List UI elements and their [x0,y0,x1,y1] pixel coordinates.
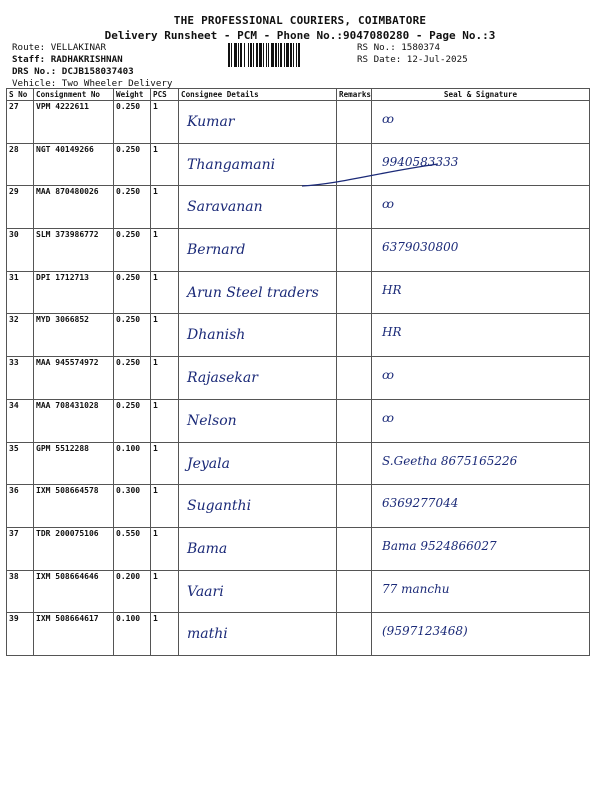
runsheet-subtitle: Delivery Runsheet - PCM - Phone No.:9047080280 - Page No.:3 [104,29,496,42]
table-row [7,186,590,229]
consignee-cell [179,186,337,229]
handwritten-signature: Bama 9524866027 [382,538,497,553]
signature-cell [372,357,590,400]
handwritten-consignee: Rajasekar [187,370,258,387]
handwritten-signature: ꝏ [382,368,394,383]
remarks-cell [337,570,372,613]
handwritten-signature: S.Geetha 8675165226 [382,453,518,468]
table-row [7,442,590,485]
remarks-cell [337,527,372,570]
handwritten-signature: ꝏ [382,197,394,212]
remarks-cell [337,442,372,485]
signature-cell [372,186,590,229]
remarks-cell [337,101,372,144]
remarks-cell [337,357,372,400]
vehicle-label: Vehicle: Two Wheeler Delivery [12,78,173,89]
sno-cell: 39 [7,613,34,656]
col-sno: S No [7,89,34,101]
pcs-cell: 1 [151,357,179,400]
weight-cell: 0.250 [114,186,151,229]
company-title: THE PROFESSIONAL COURIERS, COIMBATORE [173,14,427,27]
route-label: Route: VELLAKINAR [12,42,107,53]
handwritten-signature: HR [382,282,402,297]
pcs-cell: 1 [151,399,179,442]
consignment-cell: TDR 200075106 [34,527,114,570]
consignment-cell: VPM 4222611 [34,101,114,144]
table-row [7,613,590,656]
signature-cell [372,271,590,314]
col-pcs: PCS [151,89,179,101]
staff-label: Staff: RADHAKRISHNAN [12,54,123,65]
handwritten-signature: 9940583333 [382,154,459,169]
consignee-cell [179,271,337,314]
handwritten-signature: 6369277044 [382,496,459,511]
rs-date: RS Date: 12-Jul-2025 [357,54,468,65]
signature-cell [372,613,590,656]
pcs-cell: 1 [151,485,179,528]
pcs-cell: 1 [151,527,179,570]
handwritten-signature: HR [382,325,402,340]
remarks-cell [337,186,372,229]
consignee-cell [179,101,337,144]
consignment-cell: MAA 870480026 [34,186,114,229]
pcs-cell: 1 [151,143,179,186]
consignee-cell [179,442,337,485]
pcs-cell: 1 [151,442,179,485]
col-weight: Weight [114,89,151,101]
weight-cell: 0.300 [114,485,151,528]
weight-cell: 0.100 [114,613,151,656]
pcs-cell: 1 [151,229,179,272]
weight-cell: 0.550 [114,527,151,570]
table-row [7,229,590,272]
barcode [228,43,353,67]
sno-cell: 37 [7,527,34,570]
pcs-cell: 1 [151,101,179,144]
consignee-cell [179,357,337,400]
weight-cell: 0.200 [114,570,151,613]
runsheet-header [0,14,600,42]
signature-cell [372,570,590,613]
sno-cell: 33 [7,357,34,400]
handwritten-consignee: Nelson [187,412,237,429]
sno-cell: 28 [7,143,34,186]
table-row [7,143,590,186]
weight-cell: 0.250 [114,357,151,400]
table-row [7,399,590,442]
pcs-cell: 1 [151,613,179,656]
sno-cell: 27 [7,101,34,144]
consignment-cell: DPI 1712713 [34,271,114,314]
signature-cell [372,399,590,442]
sno-cell: 36 [7,485,34,528]
consignee-cell [179,229,337,272]
consignee-cell [179,613,337,656]
table-row [7,101,590,144]
handwritten-consignee: Saravanan [187,199,263,216]
sno-cell: 35 [7,442,34,485]
table-row [7,527,590,570]
handwritten-consignee: Vaari [187,583,224,600]
remarks-cell [337,314,372,357]
handwritten-consignee: mathi [187,626,228,643]
consignment-cell: SLM 373986772 [34,229,114,272]
rs-number: RS No.: 1580374 [357,42,440,53]
handwritten-consignee: Suganthi [187,498,252,515]
table-header-row [7,89,590,101]
remarks-cell [337,399,372,442]
sno-cell: 34 [7,399,34,442]
sno-cell: 30 [7,229,34,272]
weight-cell: 0.250 [114,271,151,314]
col-remarks: Remarks [337,89,372,101]
table-row [7,271,590,314]
handwritten-consignee: Thangamani [187,156,276,173]
weight-cell: 0.100 [114,442,151,485]
consignment-cell: NGT 40149266 [34,143,114,186]
consignment-cell: IXM 508664646 [34,570,114,613]
consignee-cell [179,527,337,570]
signature-cell [372,314,590,357]
sno-cell: 31 [7,271,34,314]
handwritten-signature: 6379030800 [382,240,459,255]
pcs-cell: 1 [151,186,179,229]
consignment-cell: IXM 508664578 [34,485,114,528]
consignment-cell: MAA 708431028 [34,399,114,442]
handwritten-consignee: Bernard [187,242,246,259]
handwritten-consignee: Bama [187,540,228,557]
consignment-cell: GPM 5512288 [34,442,114,485]
consignee-cell [179,570,337,613]
handwritten-consignee: Jeyala [187,455,230,472]
remarks-cell [337,229,372,272]
table-row [7,314,590,357]
weight-cell: 0.250 [114,399,151,442]
pcs-cell: 1 [151,271,179,314]
consignment-cell: IXM 508664617 [34,613,114,656]
signature-cell [372,485,590,528]
sno-cell: 29 [7,186,34,229]
handwritten-consignee: Kumar [187,114,235,130]
remarks-cell [337,485,372,528]
weight-cell: 0.250 [114,143,151,186]
consignee-cell [179,485,337,528]
remarks-cell [337,271,372,314]
sno-cell: 38 [7,570,34,613]
signature-cell [372,101,590,144]
handwritten-signature: ꝏ [382,112,394,126]
runsheet-meta-left [12,42,172,90]
handwritten-signature: ꝏ [382,410,394,425]
sno-cell: 32 [7,314,34,357]
consignee-cell [179,314,337,357]
handwritten-signature: 77 manchu [382,581,450,596]
handwritten-consignee: Arun Steel traders [187,284,319,301]
pcs-cell: 1 [151,314,179,357]
consignment-cell: MYD 3066852 [34,314,114,357]
handwritten-signature: (9597123468) [382,624,468,639]
table-row [7,357,590,400]
weight-cell: 0.250 [114,229,151,272]
col-consignee: Consignee Details [179,89,337,101]
consignee-cell [179,399,337,442]
consignment-cell: MAA 945574972 [34,357,114,400]
table-row [7,485,590,528]
runsheet-meta-right [357,42,468,66]
weight-cell: 0.250 [114,314,151,357]
weight-cell: 0.250 [114,101,151,144]
col-consignment: Consignment No [34,89,114,101]
col-signature: Seal & Signature [372,89,590,101]
table-row [7,570,590,613]
pcs-cell: 1 [151,570,179,613]
signature-cell [372,527,590,570]
drs-label: DRS No.: DCJB158037403 [12,66,134,77]
signature-cell [372,442,590,485]
signature-swirl [300,162,440,190]
remarks-cell [337,613,372,656]
handwritten-consignee: Dhanish [187,327,246,344]
signature-cell [372,229,590,272]
runsheet-table [6,88,590,656]
